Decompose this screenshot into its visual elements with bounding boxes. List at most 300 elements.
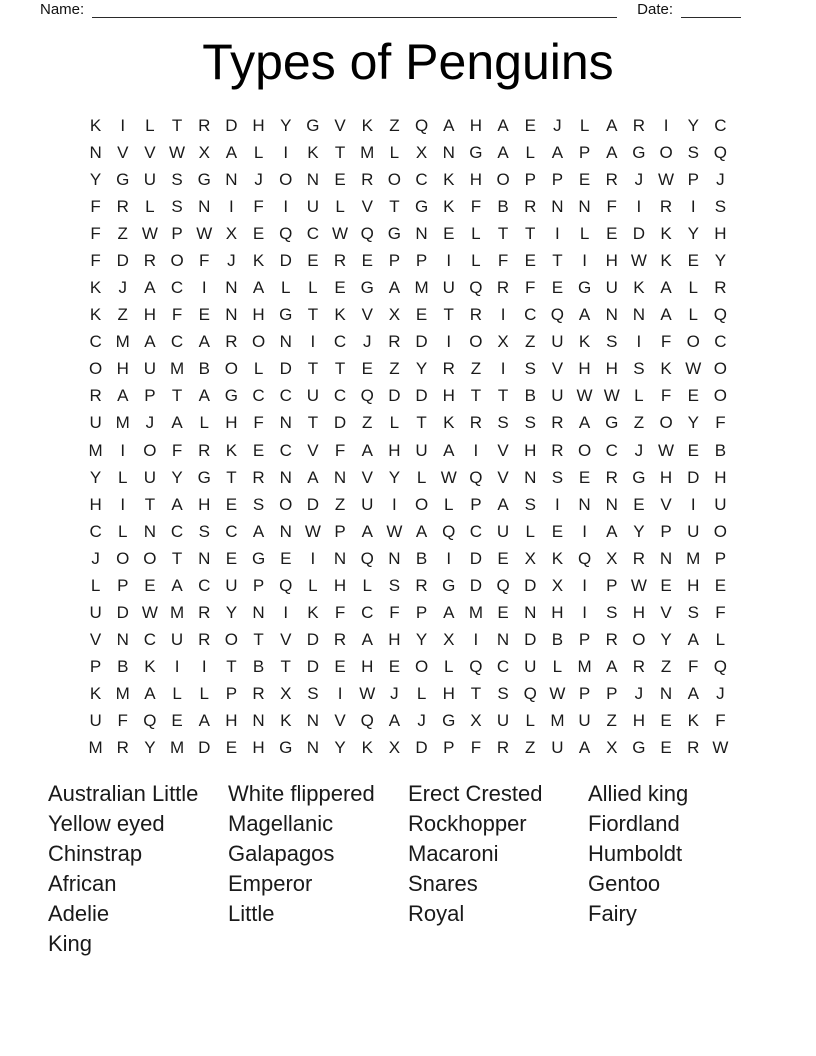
grid-letter: H	[198, 494, 211, 514]
grid-letter: N	[659, 684, 673, 704]
grid-letter: O	[414, 657, 429, 677]
grid-letter: R	[333, 250, 347, 270]
grid-letter: I	[555, 223, 560, 243]
grid-letter: E	[361, 359, 373, 379]
word-item: Yellow eyed	[48, 811, 165, 836]
grid-letter: L	[172, 684, 182, 704]
word-item: Adelie	[48, 901, 110, 926]
grid-letter: F	[253, 196, 264, 216]
grid-letter: N	[632, 305, 646, 325]
grid-letter: W	[359, 684, 376, 704]
grid-letter: K	[89, 684, 102, 704]
grid-letter: F	[90, 196, 101, 216]
grid-letter: M	[115, 684, 130, 704]
grid-letter: H	[116, 359, 129, 379]
grid-letter: I	[473, 630, 479, 650]
grid-letter: S	[551, 467, 564, 487]
grid-letter: F	[171, 305, 183, 325]
grid-letter: S	[524, 359, 536, 379]
grid-letter: U	[143, 467, 157, 487]
grid-letter: A	[388, 278, 401, 298]
grid-letter: J	[390, 684, 399, 704]
grid-letter: E	[388, 657, 401, 677]
grid-letter: D	[198, 738, 211, 758]
grid-letter: L	[199, 684, 209, 704]
grid-letter: J	[634, 684, 644, 704]
grid-letter: T	[171, 115, 183, 135]
grid-letter: Y	[225, 603, 238, 623]
grid-letter: B	[524, 386, 536, 406]
grid-letter: Y	[714, 250, 727, 270]
grid-letter: J	[716, 684, 725, 704]
grid-letter: F	[688, 657, 699, 677]
grid-letter: C	[143, 630, 157, 650]
grid-letter: R	[469, 305, 483, 325]
grid-letter: P	[225, 684, 238, 704]
grid-letter: H	[252, 738, 265, 758]
grid-letter: O	[713, 521, 728, 541]
grid-letter: M	[360, 142, 375, 162]
grid-letter: G	[469, 142, 483, 162]
grid-letter: B	[714, 440, 727, 460]
grid-letter: A	[144, 332, 156, 352]
grid-letter: T	[497, 386, 509, 406]
grid-letter: W	[169, 142, 186, 162]
grid-letter: F	[199, 250, 210, 270]
grid-letter: N	[659, 548, 673, 568]
grid-letter: X	[606, 738, 618, 758]
grid-letter: Z	[334, 494, 346, 514]
grid-letter: E	[687, 440, 699, 460]
grid-letter: R	[632, 657, 646, 677]
grid-letter: C	[170, 278, 184, 298]
grid-letter: N	[415, 223, 428, 243]
grid-letter: E	[225, 548, 238, 568]
grid-letter: A	[171, 575, 183, 595]
grid-letter: L	[145, 196, 155, 216]
grid-letter: O	[224, 630, 239, 650]
grid-letter: L	[389, 142, 400, 162]
grid-letter: I	[582, 603, 587, 623]
grid-letter: Q	[496, 575, 510, 595]
grid-letter: D	[415, 386, 428, 406]
grid-letter: C	[605, 440, 618, 460]
grid-letter: I	[201, 657, 207, 677]
grid-letter: E	[497, 603, 509, 623]
word-item: Magellanic	[228, 811, 334, 836]
grid-letter: H	[225, 711, 238, 731]
word-item: Chinstrap	[48, 841, 143, 866]
grid-letter: E	[660, 711, 672, 731]
grid-letter: U	[714, 494, 727, 514]
grid-letter: C	[89, 332, 102, 352]
grid-letter: N	[279, 467, 292, 487]
grid-letter: O	[659, 413, 673, 433]
grid-letter: U	[361, 494, 374, 514]
word-item: Fairy	[588, 901, 637, 926]
grid-letter: O	[251, 332, 266, 352]
grid-letter: G	[360, 278, 374, 298]
grid-letter: E	[687, 386, 699, 406]
grid-letter: A	[198, 332, 210, 352]
grid-letter: H	[551, 603, 564, 623]
grid-letter: R	[415, 575, 428, 595]
grid-letter: A	[660, 305, 672, 325]
grid-letter: Q	[143, 711, 157, 731]
grid-letter: I	[636, 332, 642, 352]
grid-letter: A	[361, 630, 373, 650]
grid-letter: N	[116, 630, 129, 650]
grid-letter: L	[308, 278, 318, 298]
page-title: Types of Penguins	[202, 34, 614, 90]
grid-letter: I	[337, 684, 343, 704]
word-list-column	[228, 779, 408, 959]
grid-letter: V	[361, 305, 373, 325]
grid-letter: H	[388, 440, 401, 460]
grid-letter: A	[660, 278, 672, 298]
grid-letter: C	[333, 332, 347, 352]
grid-letter: A	[388, 711, 401, 731]
grid-letter: A	[252, 278, 265, 298]
grid-letter: R	[361, 169, 374, 189]
date-fill-line	[681, 1, 741, 18]
grid-letter: J	[91, 548, 100, 568]
grid-letter: I	[120, 494, 126, 514]
grid-letter: F	[389, 603, 400, 623]
grid-letter: A	[252, 521, 265, 541]
grid-letter: X	[497, 332, 509, 352]
grid-letter: P	[89, 657, 102, 677]
grid-letter: X	[470, 711, 482, 731]
grid-letter: X	[388, 738, 401, 758]
grid-letter: S	[524, 413, 536, 433]
grid-letter: Y	[171, 467, 183, 487]
grid-letter: A	[361, 521, 373, 541]
grid-letter: P	[415, 250, 428, 270]
grid-letter: S	[497, 413, 509, 433]
grid-letter: G	[442, 575, 456, 595]
grid-letter: H	[143, 305, 157, 325]
grid-letter: I	[446, 332, 452, 352]
grid-letter: E	[714, 575, 727, 595]
grid-letter: G	[442, 711, 456, 731]
grid-letter: G	[224, 386, 239, 406]
grid-letter: D	[306, 630, 320, 650]
grid-letter: T	[226, 657, 237, 677]
grid-letter: L	[253, 359, 264, 379]
grid-letter: D	[388, 386, 401, 406]
grid-letter: N	[524, 467, 537, 487]
name-fill-line	[92, 1, 617, 18]
grid-letter: H	[442, 386, 455, 406]
grid-letter: N	[225, 278, 238, 298]
grid-letter: P	[252, 575, 265, 595]
grid-letter: L	[118, 521, 128, 541]
grid-letter: P	[443, 738, 455, 758]
grid-letter: N	[333, 467, 347, 487]
grid-letter: W	[332, 223, 349, 243]
word-list	[48, 779, 768, 959]
grid-letter: V	[144, 142, 156, 162]
grid-letter: J	[634, 169, 644, 189]
grid-letter: W	[603, 386, 620, 406]
grid-letter: A	[551, 142, 564, 162]
grid-letter: W	[549, 684, 566, 704]
grid-letter: H	[252, 305, 265, 325]
grid-letter: L	[199, 413, 209, 433]
grid-letter: X	[606, 548, 618, 568]
grid-letter: Z	[389, 115, 400, 135]
grid-letter: E	[443, 223, 455, 243]
grid-letter: Y	[144, 738, 156, 758]
grid-letter: J	[553, 115, 562, 135]
grid-letter: O	[713, 386, 728, 406]
word-list-column	[408, 779, 588, 959]
grid-letter: I	[229, 196, 234, 216]
grid-letter: R	[116, 738, 129, 758]
grid-letter: Z	[606, 711, 617, 731]
grid-letter: B	[551, 630, 564, 650]
grid-letter: N	[605, 305, 618, 325]
grid-letter: F	[470, 738, 482, 758]
grid-letter: W	[576, 386, 593, 406]
grid-letter: K	[443, 169, 455, 189]
grid-letter: D	[225, 115, 238, 135]
grid-letter: K	[225, 440, 238, 460]
grid-letter: A	[443, 603, 455, 623]
grid-letter: J	[417, 711, 426, 731]
grid-letter: U	[89, 603, 102, 623]
grid-letter: I	[283, 142, 289, 162]
grid-letter: I	[690, 196, 696, 216]
grid-letter: T	[307, 359, 319, 379]
grid-letter: F	[497, 250, 509, 270]
grid-letter: Y	[89, 169, 102, 189]
grid-letter: Z	[525, 738, 536, 758]
grid-letter: H	[605, 250, 618, 270]
grid-letter: C	[170, 332, 184, 352]
grid-letter: E	[660, 738, 672, 758]
grid-letter: H	[632, 711, 646, 731]
grid-letter: D	[524, 630, 537, 650]
grid-letter: N	[252, 603, 265, 623]
grid-letter: A	[443, 440, 455, 460]
grid-letter: Q	[523, 684, 537, 704]
grid-letter: O	[469, 332, 483, 352]
grid-letter: R	[605, 630, 618, 650]
grid-letter: U	[306, 386, 320, 406]
grid-letter: R	[116, 196, 129, 216]
grid-letter: K	[89, 278, 102, 298]
grid-letter: M	[550, 711, 565, 731]
grid-letter: F	[525, 278, 536, 298]
grid-letter: H	[632, 603, 646, 623]
grid-letter: L	[281, 278, 291, 298]
grid-letter: M	[115, 413, 130, 433]
grid-letter: R	[496, 738, 510, 758]
grid-letter: T	[171, 548, 183, 568]
grid-letter: K	[334, 305, 346, 325]
grid-letter: S	[524, 494, 536, 514]
grid-letter: L	[90, 575, 101, 595]
grid-letter: D	[306, 494, 320, 514]
grid-letter: R	[714, 278, 727, 298]
grid-letter: G	[306, 115, 320, 135]
grid-letter: O	[143, 548, 157, 568]
grid-letter: F	[90, 250, 101, 270]
grid-letter: D	[306, 657, 320, 677]
grid-letter: G	[632, 142, 646, 162]
grid-letter: R	[198, 440, 211, 460]
grid-letter: F	[606, 196, 617, 216]
grid-letter: R	[687, 738, 700, 758]
grid-letter: R	[632, 115, 646, 135]
grid-letter: Q	[577, 548, 592, 568]
grid-letter: A	[144, 278, 156, 298]
word-item: Rockhopper	[408, 811, 527, 836]
grid-letter: C	[714, 332, 727, 352]
grid-letter: N	[225, 305, 238, 325]
grid-letter: X	[388, 305, 401, 325]
grid-letter: F	[90, 223, 101, 243]
grid-letter: R	[198, 115, 211, 135]
grid-letter: L	[525, 521, 535, 541]
grid-letter: Y	[89, 467, 102, 487]
grid-letter: T	[253, 630, 264, 650]
grid-letter: K	[551, 548, 564, 568]
grid-letter: R	[659, 196, 673, 216]
grid-letter: C	[225, 521, 238, 541]
grid-letter: Q	[550, 305, 565, 325]
word-item: Fiordland	[588, 811, 680, 836]
grid-letter: X	[415, 142, 428, 162]
grid-letter: L	[335, 196, 345, 216]
word-item: White flippered	[228, 781, 375, 806]
grid-letter: W	[196, 223, 213, 243]
grid-letter: L	[118, 467, 128, 487]
grid-letter: A	[171, 494, 183, 514]
grid-letter: I	[663, 115, 669, 135]
grid-letter: C	[361, 603, 374, 623]
grid-letter: C	[252, 386, 265, 406]
grid-letter: E	[252, 223, 265, 243]
word-item: Royal	[408, 901, 465, 926]
grid-letter: T	[389, 196, 400, 216]
grid-letter: P	[144, 386, 156, 406]
grid-letter: A	[117, 386, 129, 406]
grid-letter: G	[632, 467, 646, 487]
grid-letter: L	[416, 467, 427, 487]
grid-letter: S	[497, 684, 509, 704]
word-item: Allied king	[588, 781, 689, 806]
grid-letter: C	[279, 440, 292, 460]
grid-letter: S	[606, 332, 618, 352]
grid-letter: T	[334, 359, 346, 379]
grid-letter: L	[579, 115, 590, 135]
grid-letter: O	[659, 142, 673, 162]
grid-letter: E	[252, 440, 265, 460]
grid-letter: A	[443, 115, 455, 135]
grid-letter: F	[117, 711, 128, 731]
grid-letter: R	[551, 413, 564, 433]
grid-letter: M	[115, 332, 130, 352]
grid-letter: V	[497, 440, 509, 460]
grid-letter: X	[225, 223, 238, 243]
grid-letter: O	[496, 169, 510, 189]
grid-letter: E	[497, 548, 509, 568]
grid-letter: R	[252, 467, 265, 487]
grid-letter: Q	[469, 657, 483, 677]
grid-letter: L	[389, 413, 400, 433]
grid-letter: O	[414, 494, 429, 514]
grid-letter: Z	[117, 305, 128, 325]
grid-letter: Q	[469, 278, 483, 298]
grid-letter: E	[334, 657, 346, 677]
grid-letter: K	[89, 115, 102, 135]
grid-letter: N	[551, 196, 564, 216]
grid-letter: Q	[279, 575, 293, 595]
grid-letter: X	[443, 630, 455, 650]
grid-letter: D	[279, 359, 292, 379]
grid-letter: O	[116, 548, 130, 568]
grid-letter: H	[605, 359, 618, 379]
grid-letter: I	[201, 278, 207, 298]
grid-letter: E	[307, 250, 319, 270]
grid-letter: J	[254, 169, 263, 189]
grid-letter: U	[578, 711, 591, 731]
grid-letter: N	[578, 494, 591, 514]
grid-letter: V	[660, 603, 672, 623]
word-item: Snares	[408, 871, 478, 896]
grid-letter: B	[252, 657, 265, 677]
grid-letter: P	[524, 169, 536, 189]
grid-letter: H	[333, 575, 347, 595]
grid-letter: N	[225, 169, 238, 189]
grid-letter: H	[388, 630, 401, 650]
grid-letter: L	[579, 223, 590, 243]
grid-letter: X	[524, 548, 536, 568]
grid-letter: S	[687, 142, 699, 162]
grid-letter: C	[469, 521, 483, 541]
grid-letter: W	[658, 440, 675, 460]
grid-letter: S	[633, 359, 645, 379]
grid-letter: Y	[334, 738, 346, 758]
grid-letter: C	[279, 386, 292, 406]
grid-letter: P	[606, 684, 618, 704]
grid-letter: R	[225, 332, 238, 352]
grid-letter: N	[442, 142, 455, 162]
grid-letter: D	[632, 223, 646, 243]
grid-letter: V	[117, 142, 129, 162]
grid-letter: K	[89, 305, 102, 325]
grid-letter: Q	[442, 521, 456, 541]
grid-letter: M	[686, 548, 701, 568]
grid-letter: X	[280, 684, 292, 704]
grid-letter: P	[578, 684, 591, 704]
grid-letter: G	[197, 467, 211, 487]
grid-letter: R	[143, 250, 157, 270]
grid-letter: K	[687, 711, 699, 731]
grid-letter: L	[416, 684, 427, 704]
grid-letter: G	[279, 305, 293, 325]
grid-letter: Z	[633, 413, 645, 433]
word-item: Australian Little	[48, 781, 199, 806]
grid-letter: E	[334, 278, 346, 298]
grid-letter: F	[334, 603, 346, 623]
grid-letter: I	[473, 440, 479, 460]
grid-letter: P	[714, 548, 727, 568]
grid-letter: Z	[389, 359, 400, 379]
